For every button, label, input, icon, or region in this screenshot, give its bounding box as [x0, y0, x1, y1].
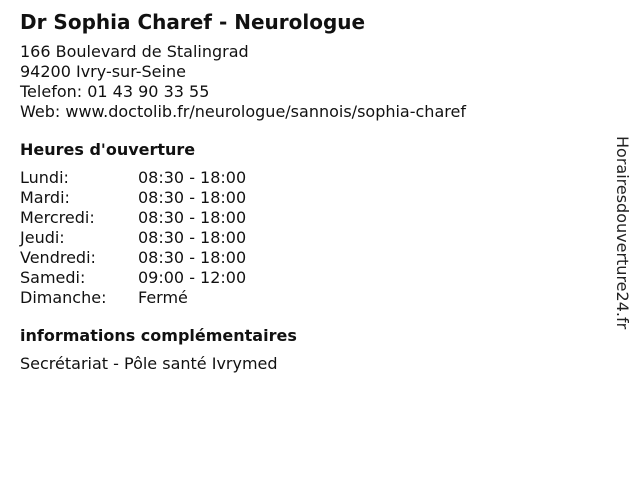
hours-time: 08:30 - 18:00	[138, 208, 247, 227]
hours-row-saturday	[20, 268, 600, 288]
page-title: Dr Sophia Charef - Neurologue	[20, 10, 366, 34]
hours-row-friday	[20, 248, 600, 268]
hours-row-sunday	[20, 288, 600, 308]
hours-day: Dimanche:	[20, 288, 107, 307]
hours-row-wednesday	[20, 208, 600, 228]
hours-time: 09:00 - 12:00	[138, 268, 247, 287]
opening-hours-heading: Heures d'ouverture	[20, 140, 196, 159]
business-listing	[20, 10, 600, 374]
hours-day: Mardi:	[20, 188, 70, 207]
website-url: Web: www.doctolib.fr/neurologue/sannois/sophia-charef	[20, 102, 466, 121]
hours-day: Samedi:	[20, 268, 86, 287]
hours-row-thursday	[20, 228, 600, 248]
city-address: 94200 Ivry-sur-Seine	[20, 62, 186, 81]
street-address: 166 Boulevard de Stalingrad	[20, 42, 249, 61]
hours-day: Jeudi:	[20, 228, 65, 247]
hours-day: Lundi:	[20, 168, 69, 187]
hours-time: 08:30 - 18:00	[138, 248, 247, 267]
hours-time: 08:30 - 18:00	[138, 168, 247, 187]
hours-day: Vendredi:	[20, 248, 96, 267]
hours-time: Fermé	[138, 288, 188, 307]
site-watermark: Horairesdouverture24.fr	[613, 136, 632, 330]
address-block	[20, 42, 600, 122]
hours-row-monday	[20, 168, 600, 188]
hours-day: Mercredi:	[20, 208, 95, 227]
hours-time: 08:30 - 18:00	[138, 188, 247, 207]
hours-time: 08:30 - 18:00	[138, 228, 247, 247]
opening-hours-table	[20, 168, 600, 308]
hours-row-tuesday	[20, 188, 600, 208]
additional-info-text: Secrétariat - Pôle santé Ivrymed	[20, 354, 278, 373]
additional-info-heading: informations complémentaires	[20, 326, 297, 345]
phone-number: Telefon: 01 43 90 33 55	[20, 82, 210, 101]
